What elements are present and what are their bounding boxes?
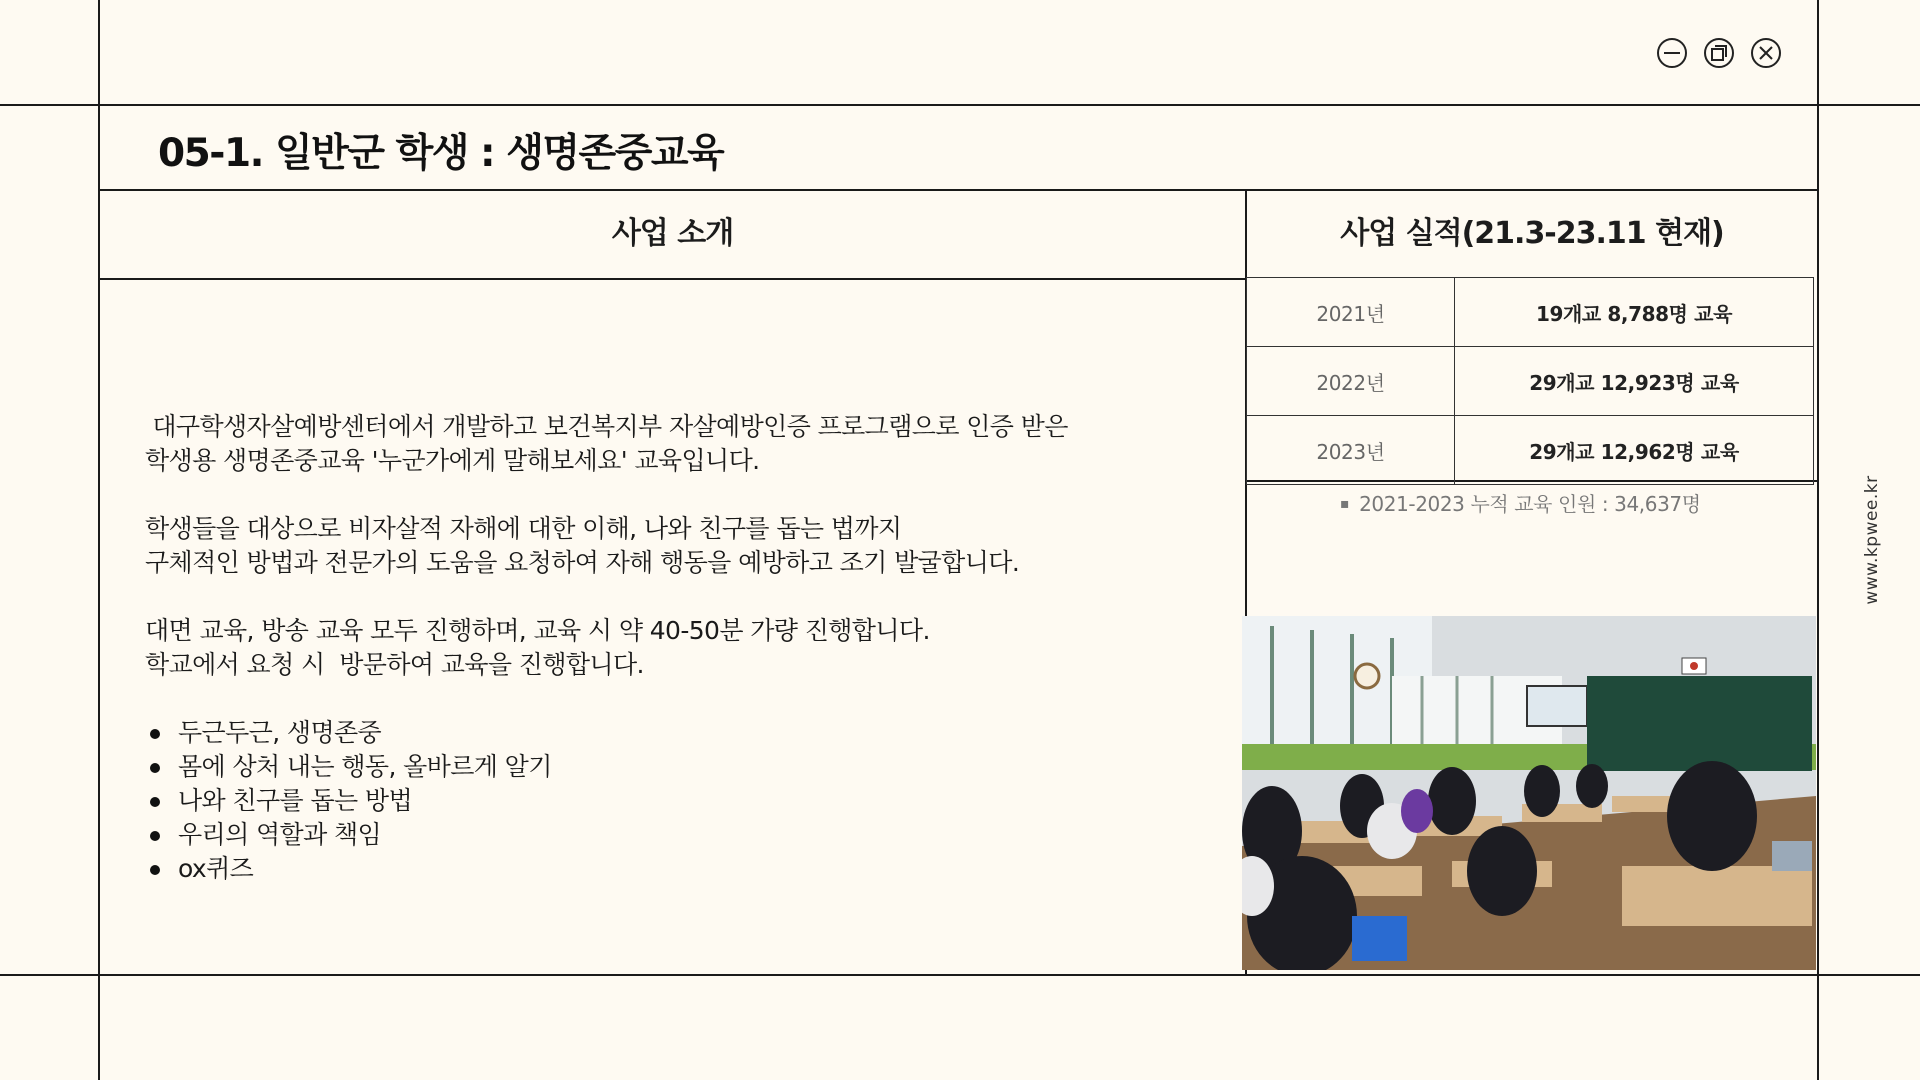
intro-paragraph-1: 대구학생자살예방센터에서 개발하고 보건복지부 자살예방인증 프로그램으로 인증 받은 학생용 생명존중교육 '누군가에게 말해보세요' 교육입니다. [145, 412, 1068, 475]
section-header-intro: 사업 소개 [611, 216, 734, 251]
frame-line-right [1817, 0, 1819, 1080]
result-value: 29개교 12,962명 교육 [1455, 416, 1814, 485]
intro-paragraph-2: 학생들을 대상으로 비자살적 자해에 대한 이해, 나와 친구를 돕는 법까지 구체적인 방법과 전문가의 도움을 요청하여 자해 행동을 예방하고 조기 발굴합니다. [145, 514, 1020, 577]
list-item: 두근두근, 생명존중 [145, 716, 1205, 750]
frame-line-bottom [0, 974, 1920, 976]
minimize-icon [1659, 40, 1685, 66]
close-button[interactable] [1751, 38, 1781, 68]
result-year: 2023년 [1247, 416, 1455, 485]
page-title: 05-1. 일반군 학생 : 생명존중교육 [158, 131, 724, 176]
result-value: 29개교 12,923명 교육 [1455, 347, 1814, 416]
result-year: 2022년 [1247, 347, 1455, 416]
results-table [1246, 277, 1814, 485]
intro-paragraph-3: 대면 교육, 방송 교육 모두 진행하며, 교육 시 약 40-50분 가량 진행합니다. 학교에서 요청 시 방문하여 교육을 진행합니다. [145, 616, 930, 679]
restore-button[interactable] [1704, 38, 1734, 68]
curriculum-list [145, 716, 1205, 886]
minimize-button[interactable] [1657, 38, 1687, 68]
list-item: 나와 친구를 돕는 방법 [145, 784, 1205, 818]
table-row [1247, 347, 1814, 416]
close-icon [1753, 40, 1779, 66]
list-item: 우리의 역할과 책임 [145, 818, 1205, 852]
result-value: 19개교 8,788명 교육 [1455, 278, 1814, 347]
classroom-photo [1242, 616, 1816, 970]
table-row [1247, 278, 1814, 347]
result-year: 2021년 [1247, 278, 1455, 347]
classroom-illustration [1242, 616, 1816, 970]
list-item: 몸에 상처 내는 행동, 올바르게 알기 [145, 750, 1205, 784]
frame-line-left [98, 0, 100, 1080]
intro-text [145, 410, 1205, 886]
frame-line-top [0, 104, 1920, 106]
frame-line-header-bottom [98, 278, 1246, 280]
section-header-results: 사업 실적(21.3-23.11 현재) [1340, 216, 1724, 251]
restore-icon [1706, 40, 1732, 66]
table-row [1247, 416, 1814, 485]
cumulative-note: ▪ 2021-2023 누적 교육 인원 : 34,637명 [1340, 488, 1701, 517]
list-item: ox퀴즈 [145, 852, 1205, 886]
website-label: www.kpwee.kr [1862, 475, 1882, 605]
